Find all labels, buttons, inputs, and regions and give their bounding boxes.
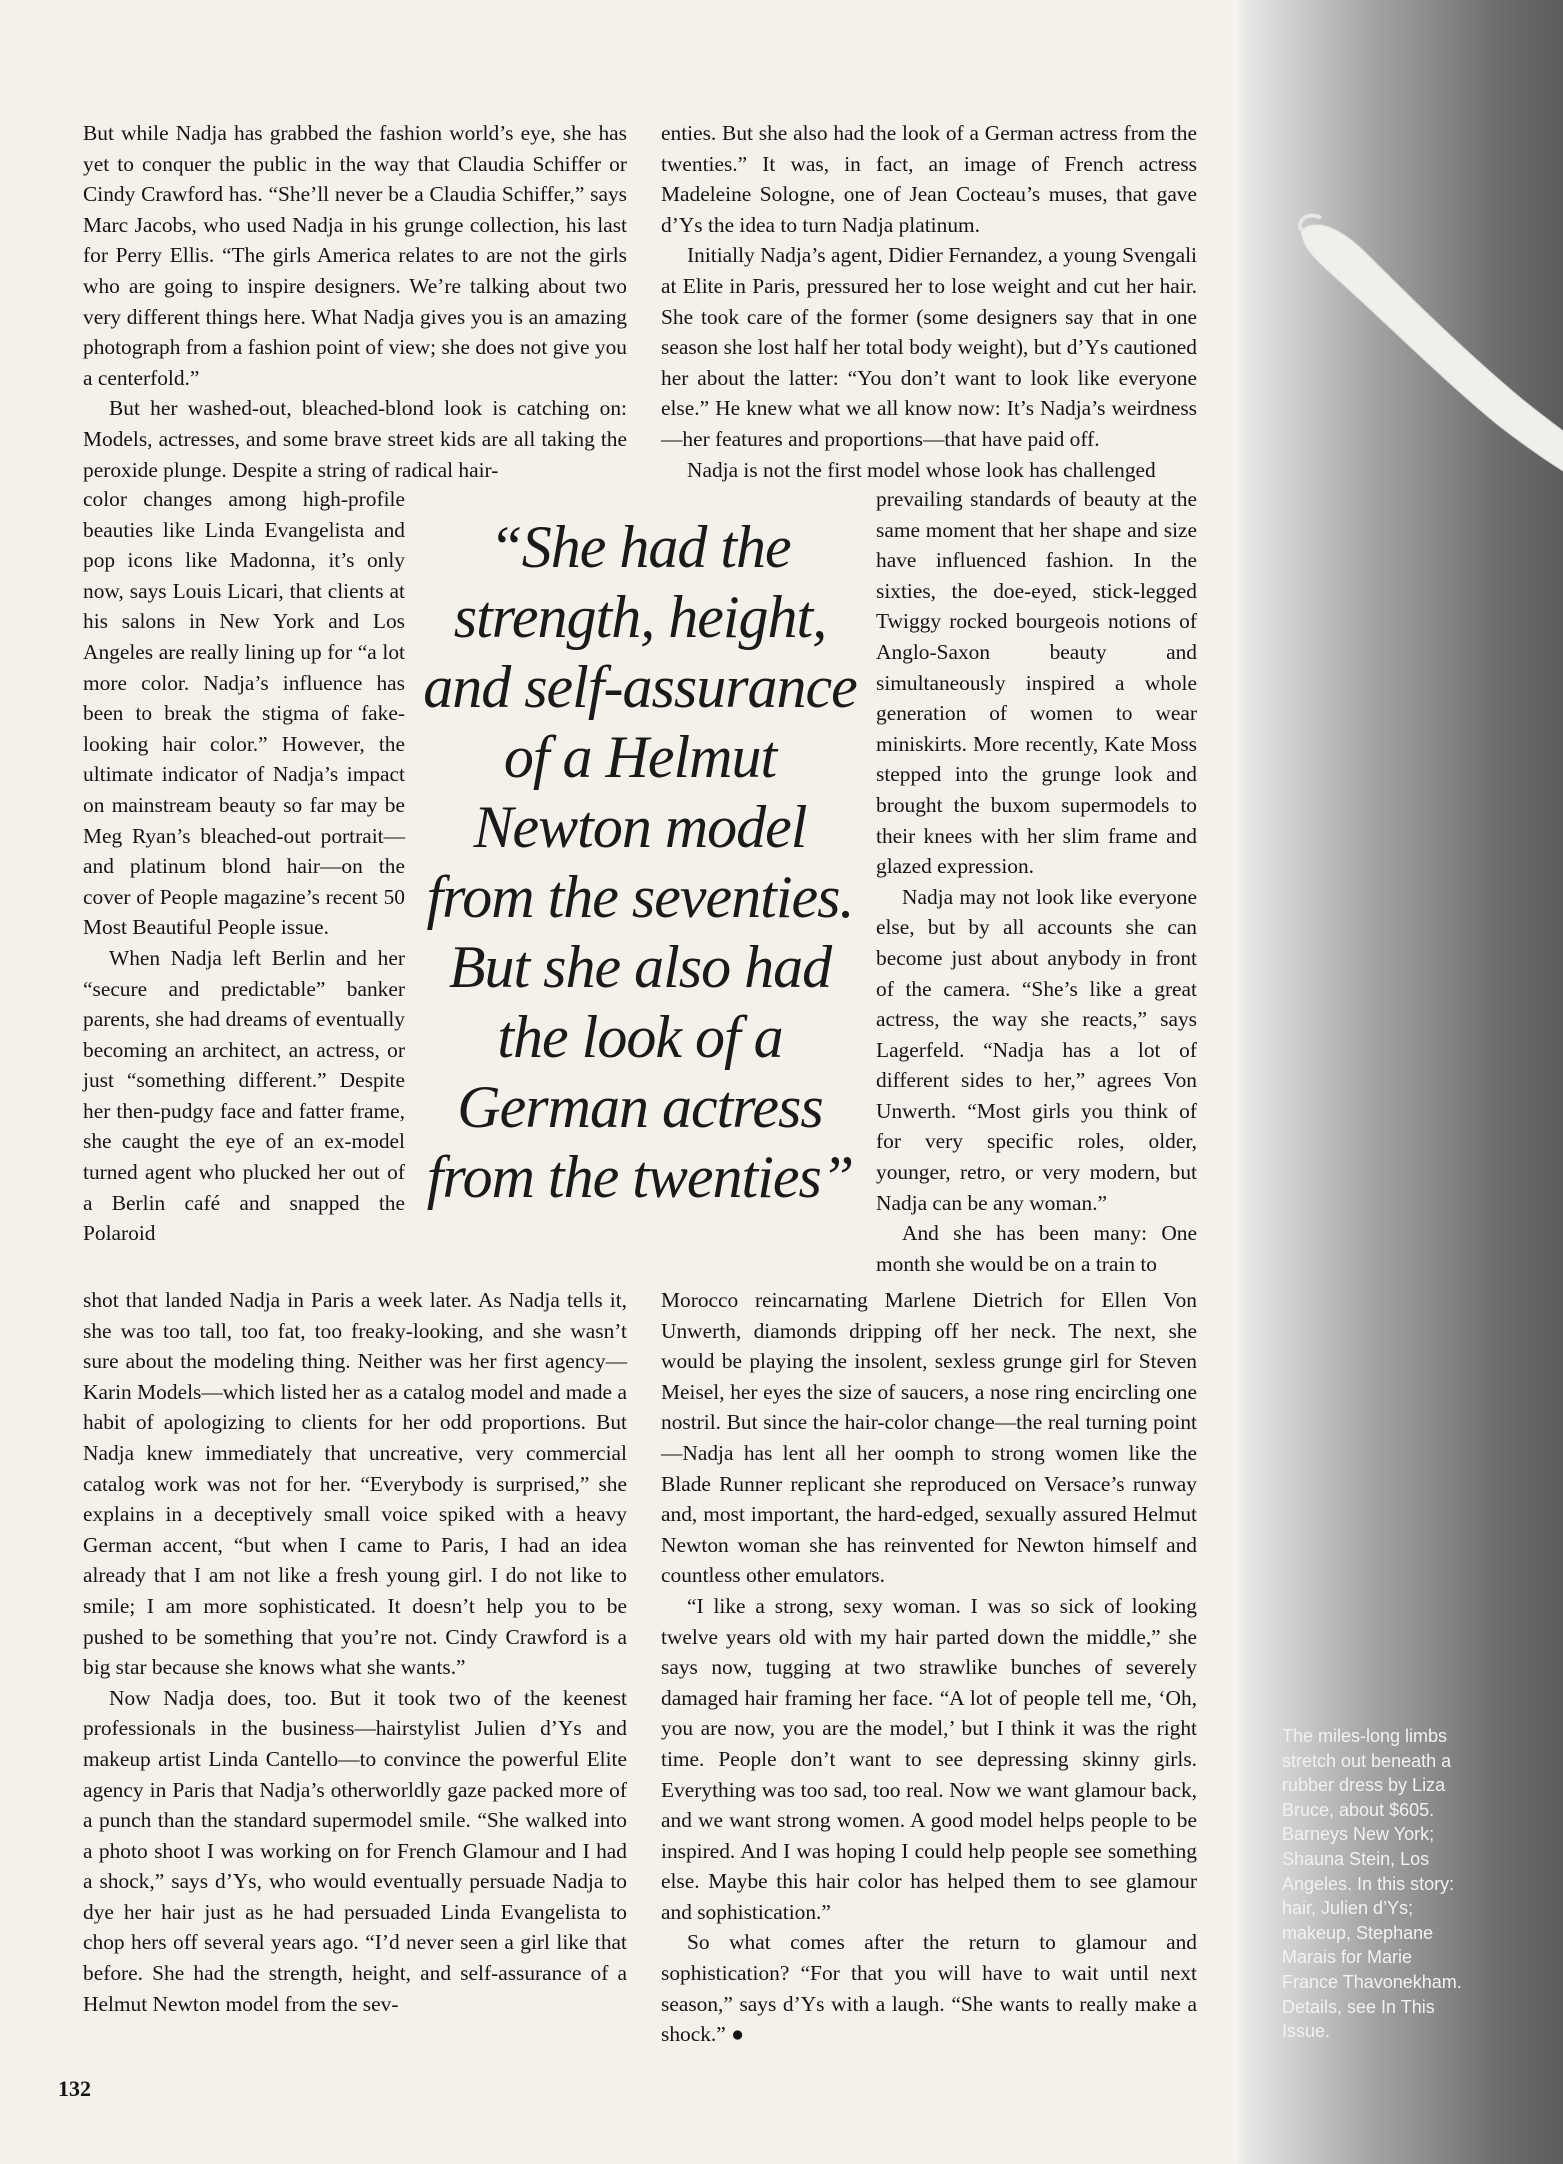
paragraph: enties. But she also had the look of a German actress from the twenties.” It was, in fact, an image of French actress Madeleine Sologne, one of Jean Cocteau’s muses, that gave d’Ys the idea to turn Nadja platinum. — [661, 121, 1197, 237]
paragraph: Morocco reincarnating Marlene Dietrich for Ellen Von Unwerth, diamonds dripping off her neck. The next, she would be playing the insolent, sexless grunge girl for Steven Meisel, her eyes the size of saucers, a nose ring encircling one nostril. But since the hair-color change—the real turning point—Nadja has lent all her oomph to strong women like the Blade Runner replicant she reproduced on Versace’s runway and, most important, the hard-edged, sexually assured Helmut Newton woman she has reinvented for Newton himself and countless other emulators. — [661, 1288, 1197, 1588]
pull-quote: “She had the strength, height, and self-assurance of a Helmut Newton model from the seventies. But she also had the look of a German actress from the twenties” — [423, 514, 857, 1210]
page-number: 132 — [58, 2076, 91, 2101]
photo-caption: The miles-long limbs stretch out beneath a rubber dress by Liza Bruce, about $605. Barneys New York; Shauna Stein, Los Angeles. In this story: hair, Julien d’Ys; makeup, Stephane Marais for Marie France Thavonekham. Details, see In This Issue. — [1282, 1726, 1462, 2042]
paragraph: Initially Nadja’s agent, Didier Fernandez, a young Svengali at Elite in Paris, pressured her to lose weight and cut her hair. She took care of the former (some designers say that in one season she lost half her total body weight), but d’Ys cautioned her about the latter: “You don’t want to look like everyone else.” He knew what we all know now: It’s Nadja’s weirdness—her features and proportions—that have paid off. — [661, 243, 1197, 451]
paragraph: “I like a strong, sexy woman. I was so sick of looking twelve years old with my hair parted down the middle,” she says now, tugging at two strawlike bunches of severely damaged hair framing her face. “A lot of people tell me, ‘Oh, you are now, you are the model,’ but I think it was the right time. People don’t want to see depressing skinny girls. Everything was too sad, too real. Now we want glamour back, and we want strong women. A good model helps people to be inspired. And I was hoping I could help people see something else. Maybe this hair color has helped them to see glamour and sophistication.” — [661, 1593, 1197, 1924]
paragraph: But her washed-out, bleached-blond look is catching on: Models, actresses, and some brave street kids are all taking the peroxide plunge. Despite a string of radical hair- — [83, 396, 627, 482]
article-column-right-top — [661, 118, 1197, 485]
paragraph: shot that landed Nadja in Paris a week later. As Nadja tells it, she was too tall, too fat, too freaky-looking, and she wasn’t sure about the modeling thing. Neither was her first agency—Karin Models—which listed her as a catalog model and made a habit of apologizing to clients for her odd proportions. But Nadja knew immediately that uncreative, very commercial catalog work was not for her. “Everybody is surprised,” she explains in a deceptively small voice spiked with a heavy German accent, “but when I came to Paris, I had an idea already that I am not like a fresh young girl. I do not like to smile; I am more sophisticated. It doesn’t help you to be pushed to be something that you’re not. Cindy Crawford is a big star because she knows what she wants.” — [83, 1288, 627, 1680]
paragraph: Now Nadja does, too. But it took two of the keenest professionals in the business—hairstylist Julien d’Ys and makeup artist Linda Cantello—to convince the powerful Elite agency in Paris that Nadja’s otherworldly gaze packed more of a punch than the standard supermodel smile. “She walked into a photo shoot I was working on for French Glamour and I had a shock,” says d’Ys, who would eventually persuade Nadja to dye her hair just as he had persuaded Linda Evangelista to chop hers off several years ago. “I’d never seen a girl like that before. She had the strength, height, and self-assurance of a Helmut Newton model from the sev- — [83, 1685, 627, 2016]
paragraph: Nadja is not the first model whose look has challenged — [687, 457, 1156, 482]
paragraph: prevailing standards of beauty at the same moment that her shape and size have influenced fashion. In the sixties, the doe-eyed, stick-legged Twiggy rocked bourgeois notions of Anglo-Saxon beauty and simultaneously inspired a whole generation of women to wear miniskirts. More recently, Kate Moss stepped into the grunge look and brought the buxom supermodels to their knees with her slim frame and glazed expression. — [876, 487, 1197, 879]
article-column-left-bottom — [83, 1285, 627, 2019]
article-column-right-bottom — [661, 1285, 1197, 2050]
paragraph: Nadja may not look like everyone else, but by all accounts she can become just about anybody in front of the camera. “She’s like a great actress, the way she reacts,” says Lagerfeld. “Nadja has a lot of different sides to her,” agrees Von Unwerth. “Most girls you think of for very specific roles, older, younger, retro, or very modern, but Nadja can be any woman.” — [876, 884, 1197, 1215]
article-column-left-narrow — [83, 484, 405, 1249]
paragraph: But while Nadja has grabbed the fashion world’s eye, she has yet to conquer the public in the way that Claudia Schiffer or Cindy Crawford has. “She’ll never be a Claudia Schiffer,” says Marc Jacobs, who used Nadja in his grunge collection, his last for Perry Ellis. “The girls America relates to are not the girls who are going to inspire designers. We’re talking about two very different things here. What Nadja gives you is an amazing photograph from a fashion point of view; she does not give you a centerfold.” — [83, 121, 627, 390]
paragraph: When Nadja left Berlin and her “secure and predictable” banker parents, she had dreams of eventually becoming an architect, an actress, or just “something different.” Despite her then-pudgy face and fatter frame, she caught the eye of an ex-model turned agent who plucked her out of a Berlin café and snapped the Polaroid — [83, 945, 405, 1246]
paragraph: So what comes after the return to glamour and sophistication? “For that you will have to wait until next season,” says d’Ys with a laugh. “She wants to really make a shock.” ● — [661, 1930, 1197, 2047]
article-column-right-narrow — [876, 484, 1197, 1279]
paragraph: And she has been many: One month she would be on a train to — [876, 1221, 1197, 1276]
article-column-left-top — [83, 118, 627, 485]
raised-arm-image — [1293, 210, 1563, 540]
paragraph: color changes among high-profile beauties like Linda Evangelista and pop icons like Madonna, it’s only now, says Louis Licari, that clients at his salons in New York and Los Angeles are really lining up for “a lot more color. Nadja’s influence has been to break the stigma of fake-looking hair color.” However, the ultimate indicator of Nadja’s impact on mainstream beauty so far may be Meg Ryan’s bleached-out portrait—and platinum blond hair—on the cover of People magazine’s recent 50 Most Beautiful People issue. — [83, 487, 405, 940]
